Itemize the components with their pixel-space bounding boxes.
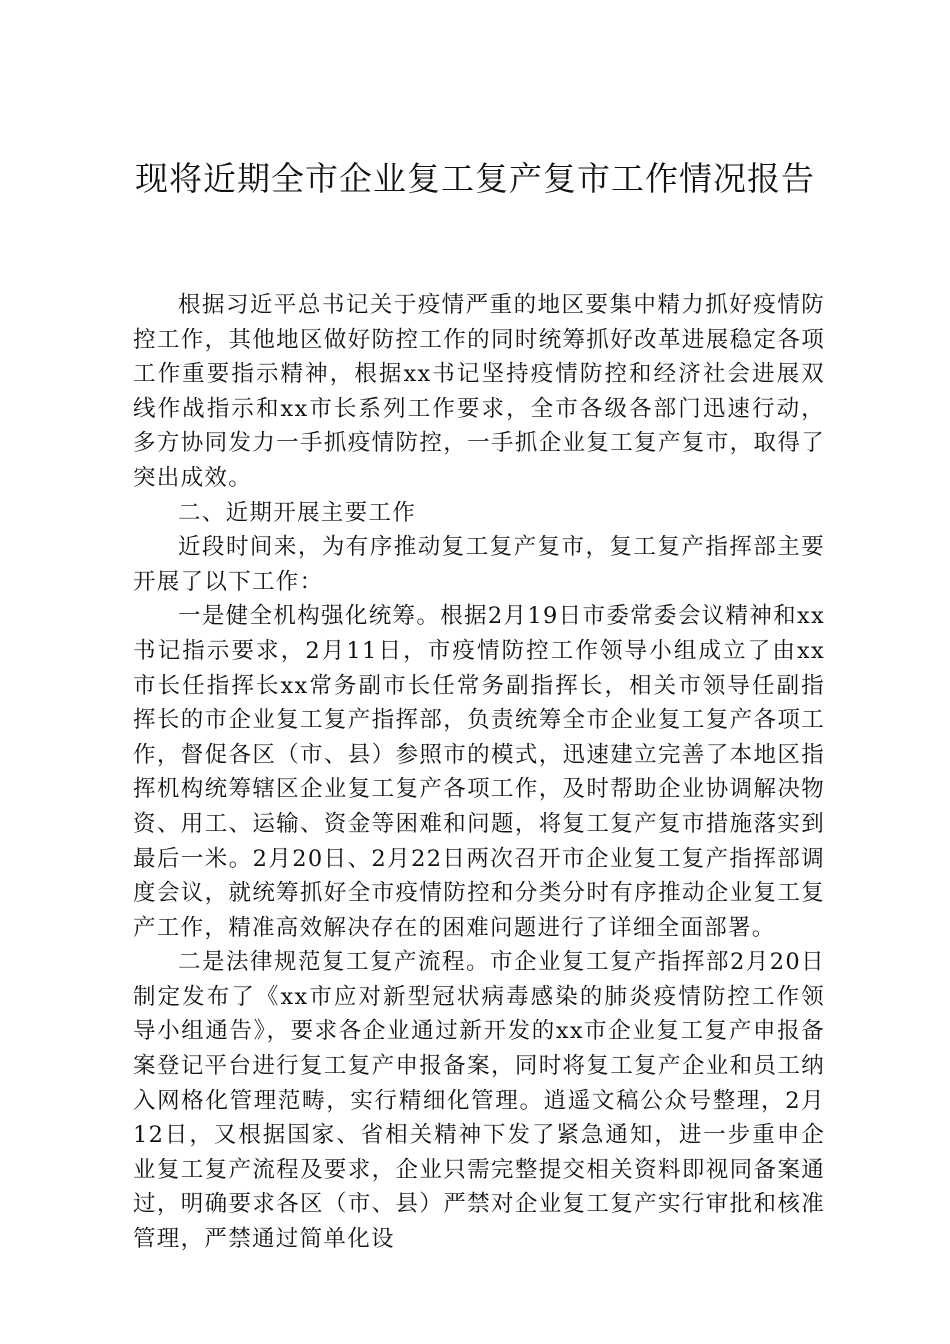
- paragraph-item-one: 一是健全机构强化统筹。根据2月19日市委常委会议精神和xx书记指示要求，2月11日，市疫情防控工作领导小组成立了由xx市长任指挥长xx常务副市长任常务副指挥长，相关市领导任副指挥长的市企业复工复产指挥部，负责统筹全市企业复工复产各项工作，督促各区（市、县）参照市的模式，迅速建立完善了本地区指挥机构统筹辖区企业复工复产各项工作，及时帮助企业协调解决物资、用工、运输、资金等困难和问题，将复工复产复市措施落实到最后一米。2月20日、2月22日两次召开市企业复工复产指挥部调度会议，就统筹抓好全市疫情防控和分类分时有序推动企业复工复产工作，精准高效解决存在的困难问题进行了详细全面部署。: [133, 603, 825, 941]
- section-heading: 二、近期开展主要工作: [178, 499, 417, 526]
- paragraph-intro: 根据习近平总书记关于疫情严重的地区要集中精力抓好疫情防控工作，其他地区做好防控工作的同时统筹抓好改革进展稳定各项工作重要指示精神，根据xx书记坚持疫情防控和经济社会进展双线作战指示和xx市长系列工作要求，全市各级各部门迅速行动，多方协同发力一手抓疫情防控，一手抓企业复工复产复市，取得了突出成效。: [133, 292, 825, 491]
- paragraph-item-two: 二是法律规范复工复产流程。市企业复工复产指挥部2月20日制定发布了《xx市应对新型冠状病毒感染的肺炎疫情防控工作领导小组通告》，要求各企业通过新开发的xx市企业复工复产申报备案登记平台进行复工复产申报备案，同时将复工复产企业和员工纳入网格化管理范畴，实行精细化管理。逍遥文稿公众号整理，2月12日，又根据国家、省相关精神下发了紧急通知，进一步重申企业复工复产流程及要求，企业只需完整提交相关资料即视同备案通过，明确要求各区（市、县）严禁对企业复工复产实行审批和核准管理，严禁通过简单化设: [133, 949, 825, 1253]
- paragraph-overview: 近段时间来，为有序推动复工复产复市，复工复产指挥部主要开展了以下工作：: [133, 534, 825, 595]
- document-title: 现将近期全市企业复工复产复市工作情况报告: [135, 159, 815, 198]
- document-body: [133, 288, 825, 1257]
